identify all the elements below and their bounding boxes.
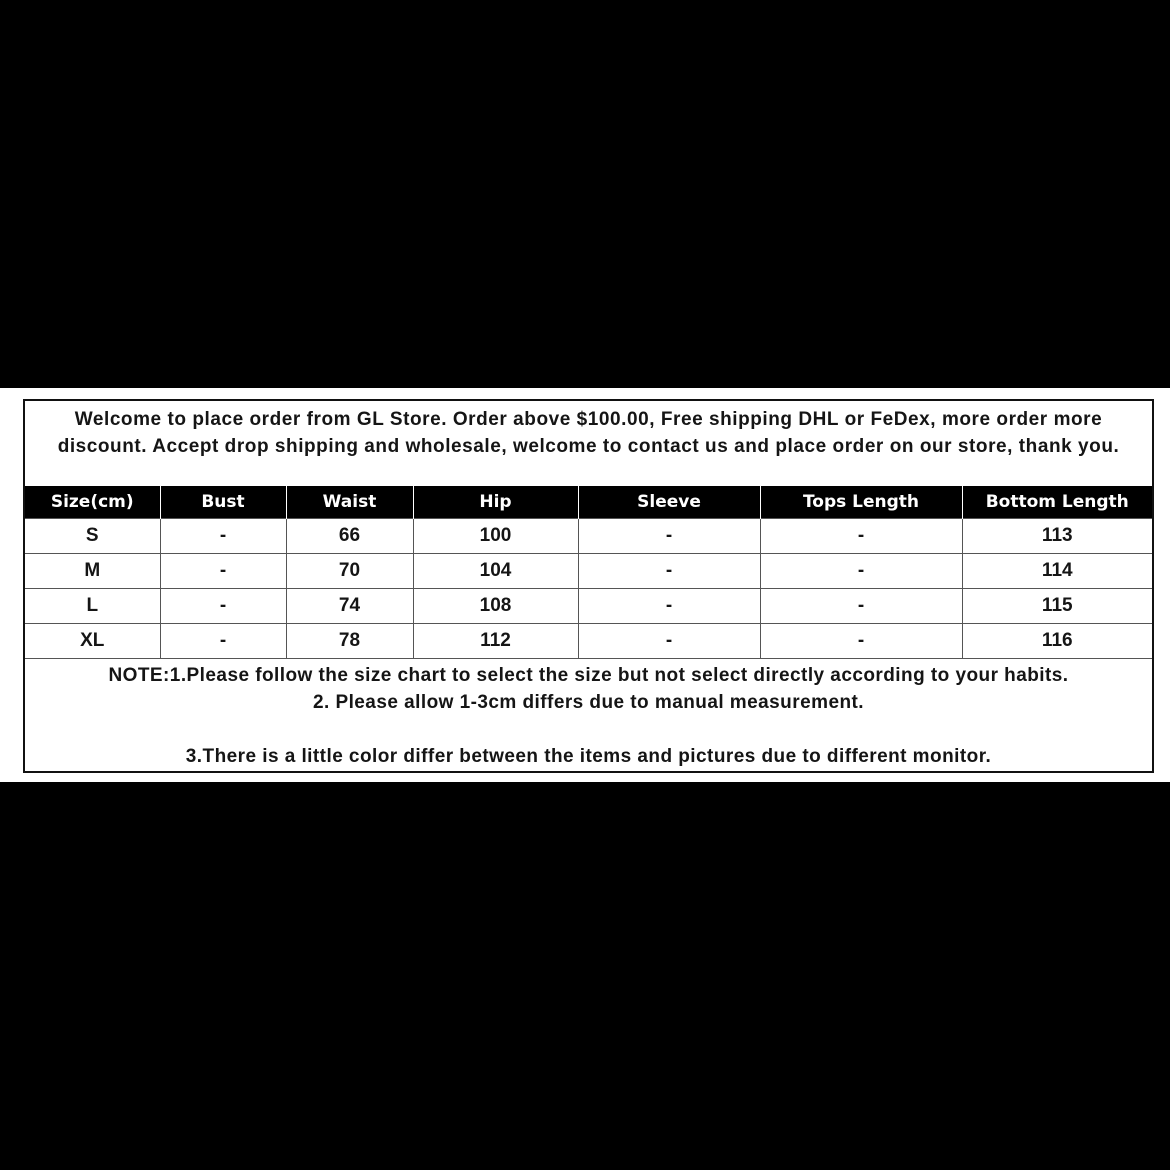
table-cell: 104 [413, 554, 578, 589]
table-cell: 78 [286, 624, 413, 659]
header-sleeve: Sleeve [578, 486, 760, 519]
table-cell: 66 [286, 519, 413, 554]
table-cell: - [578, 554, 760, 589]
table-row [25, 624, 1152, 659]
table-cell: 70 [286, 554, 413, 589]
table-cell: XL [25, 624, 160, 659]
table-cell: 108 [413, 589, 578, 624]
table-cell: - [760, 519, 962, 554]
header-bottom-length: Bottom Length [962, 486, 1152, 519]
table-cell: - [578, 624, 760, 659]
table-cell: 115 [962, 589, 1152, 624]
table-cell: M [25, 554, 160, 589]
table-cell: - [160, 624, 286, 659]
table-header-row [25, 486, 1152, 519]
table-cell: - [160, 589, 286, 624]
table-row [25, 519, 1152, 554]
table-cell: 112 [413, 624, 578, 659]
table-cell: - [760, 554, 962, 589]
size-chart-sheet [23, 399, 1154, 773]
table-row [25, 554, 1152, 589]
table-cell: - [760, 624, 962, 659]
table-cell: 113 [962, 519, 1152, 554]
header-size: Size(cm) [25, 486, 160, 519]
table-cell: 74 [286, 589, 413, 624]
table-cell: 100 [413, 519, 578, 554]
note-line-1: NOTE:1.Please follow the size chart to select the size but not select directly according to your habits. [108, 665, 1069, 686]
size-chart-band [0, 388, 1170, 782]
table-cell: - [160, 519, 286, 554]
notes-section [25, 658, 1152, 770]
table-cell: - [578, 589, 760, 624]
table-cell: S [25, 519, 160, 554]
header-waist: Waist [286, 486, 413, 519]
table-cell: 116 [962, 624, 1152, 659]
header-hip: Hip [413, 486, 578, 519]
size-table [25, 486, 1152, 658]
table-cell: 114 [962, 554, 1152, 589]
table-cell: L [25, 589, 160, 624]
table-row [25, 589, 1152, 624]
note-line-2: 2. Please allow 1-3cm differs due to manual measurement. [312, 692, 865, 713]
header-tops-length: Tops Length [760, 486, 962, 519]
note-line-3: 3.There is a little color differ between the items and pictures due to different monitor. [185, 746, 992, 767]
header-bust: Bust [160, 486, 286, 519]
table-cell: - [578, 519, 760, 554]
note-spacer [25, 716, 1152, 743]
table-cell: - [160, 554, 286, 589]
store-welcome-text: Welcome to place order from GL Store. Order above $100.00, Free shipping DHL or FeDex, more order more discount. Accept drop shipping and wholesale, welcome to contact us and place order on our store, thank you. [57, 409, 1120, 457]
table-cell: - [760, 589, 962, 624]
